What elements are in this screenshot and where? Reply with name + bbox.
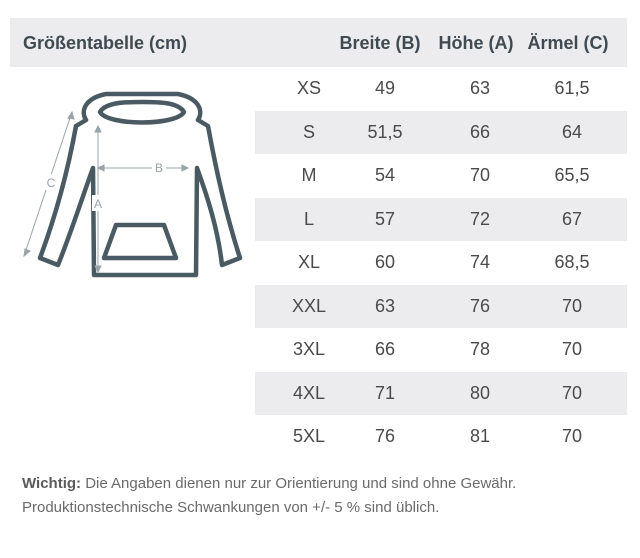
note-text: Die Angaben dienen nur zur Orientierung und sind ohne Gewähr. Produktionstechnische Schwankungen von +/- 5 % sind üblich. [22, 475, 517, 516]
aermel-cell: 68,5 [554, 252, 590, 272]
table-row [255, 111, 627, 155]
breite-cell: 51,5 [367, 121, 403, 142]
hoodie-outline [40, 120, 240, 275]
note-label: Wichtig: [22, 475, 82, 492]
breite-cell: 60 [374, 252, 396, 272]
aermel-cell: 70 [561, 295, 583, 316]
size-cell: XXL [291, 295, 327, 316]
size-cell: XL [297, 252, 321, 272]
size-cell: S [302, 121, 316, 142]
hoehe-cell: 78 [469, 339, 491, 359]
aermel-cell: 70 [561, 426, 583, 446]
breite-cell: 76 [374, 426, 396, 446]
hoehe-cell: 74 [469, 252, 491, 272]
column-header-aermel: Ärmel (C) [527, 33, 609, 53]
hoodie-neck-opening [100, 102, 184, 123]
label-b: B [154, 161, 164, 175]
label-c: C [46, 176, 56, 190]
breite-cell: 49 [374, 78, 396, 98]
hoodie-pocket [104, 225, 176, 258]
aermel-cell: 70 [561, 382, 583, 403]
table-row [255, 198, 627, 242]
size-table [255, 67, 627, 459]
table-row [255, 285, 627, 329]
size-cell: 5XL [292, 426, 326, 446]
label-a: A [93, 197, 103, 211]
breite-cell: 63 [374, 295, 396, 316]
disclaimer-note [22, 472, 622, 520]
hoehe-cell: 66 [469, 121, 491, 142]
hoehe-cell: 81 [469, 426, 491, 446]
size-cell: L [303, 208, 315, 229]
hoehe-cell: 76 [469, 295, 491, 316]
hoehe-cell: 72 [469, 208, 491, 229]
table-row [255, 154, 627, 198]
table-row [255, 241, 627, 285]
size-cell: 4XL [292, 382, 326, 403]
table-row [255, 415, 627, 459]
hoehe-cell: 63 [469, 78, 491, 98]
table-row [255, 372, 627, 416]
table-title: Größentabelle (cm) [23, 33, 188, 53]
aermel-cell: 64 [561, 121, 583, 142]
breite-cell: 57 [374, 208, 396, 229]
table-header [10, 18, 627, 67]
breite-cell: 71 [374, 382, 396, 403]
aermel-cell: 65,5 [554, 165, 590, 185]
table-row [255, 328, 627, 372]
size-cell: M [301, 165, 317, 185]
hoehe-cell: 70 [469, 165, 491, 185]
aermel-cell: 70 [561, 339, 583, 359]
breite-cell: 66 [374, 339, 396, 359]
column-header-breite: Breite (B) [339, 33, 421, 53]
column-header-hoehe: Höhe (A) [438, 33, 514, 53]
breite-cell: 54 [374, 165, 396, 185]
aermel-cell: 61,5 [554, 78, 590, 98]
table-row [255, 67, 627, 111]
size-cell: XS [296, 78, 322, 98]
hoehe-cell: 80 [469, 382, 491, 403]
hoodie-measurement-diagram [18, 90, 246, 282]
size-cell: 3XL [292, 339, 326, 359]
aermel-cell: 67 [561, 208, 583, 229]
